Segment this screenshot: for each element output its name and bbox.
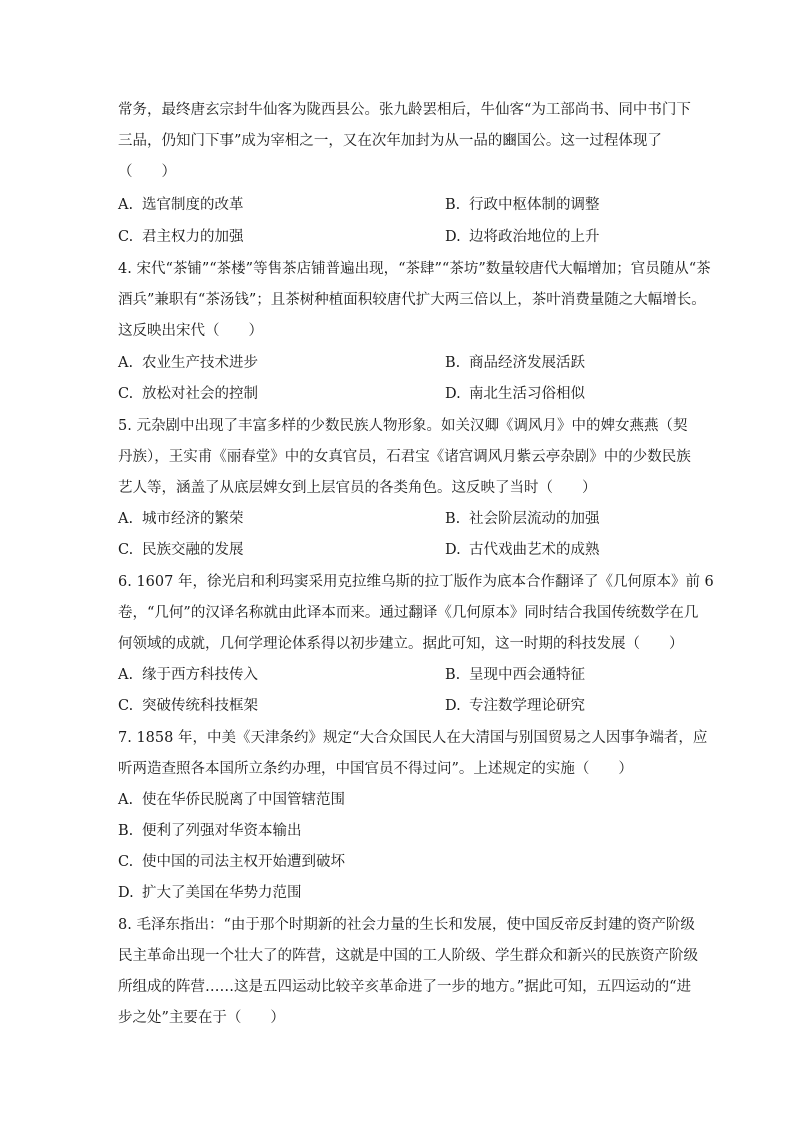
question-8-line: 民主革命出现一个壮大了的阵营，这就是中国的工人阶级、学生群众和新兴的民族资产阶级	[118, 948, 698, 964]
option-text: 使中国的司法主权开始遭到破坏	[142, 854, 345, 870]
option-a[interactable]	[118, 665, 258, 685]
option-key: D.	[445, 229, 461, 245]
option-text: 农业生产技术进步	[142, 355, 258, 371]
option-key: B.	[445, 511, 461, 527]
option-text: 突破传统科技框架	[142, 698, 258, 714]
option-key: A.	[118, 792, 134, 808]
option-text: 使在华侨民脱离了中国管辖范围	[142, 792, 345, 808]
option-b[interactable]	[118, 821, 302, 841]
option-c[interactable]	[118, 852, 345, 872]
option-text: 社会阶层流动的加强	[469, 511, 600, 527]
option-key: D.	[445, 698, 461, 714]
question-8-line: 步之处”主要在于（ ）	[118, 1010, 285, 1026]
question-5-line: 艺人等，涵盖了从底层婢女到上层官员的各类角色。这反映了当时（ ）	[118, 480, 597, 496]
option-a[interactable]	[118, 509, 244, 529]
option-key: C.	[118, 698, 134, 714]
question-7-line: 7. 1858 年，中美《天津条约》规定“大合众国民人在大清国与别国贸易之人因事争端者，应	[118, 730, 708, 746]
option-key: A.	[118, 197, 134, 213]
option-text: 南北生活习俗相似	[469, 386, 585, 402]
option-c[interactable]	[118, 384, 258, 404]
question-6-line: 卷，“几何”的汉译名称就由此译本而来。通过翻译《几何原本》同时结合我国传统数学在几	[118, 605, 699, 621]
option-key: C.	[118, 542, 134, 558]
option-text: 行政中枢体制的调整	[469, 197, 600, 213]
option-b[interactable]	[445, 195, 600, 215]
question-4-line: 4. 宋代“茶铺”“茶楼”等售茶店铺普遍出现，“茶肆”“茶坊”数量较唐代大幅增加；官员随从“茶	[118, 261, 711, 277]
option-text: 呈现中西会通特征	[469, 667, 585, 683]
question-5-line: 丹族），王实甫《丽春堂》中的女真官员，石君宝《诸宫调风月紫云亭杂剧》中的少数民族	[118, 449, 691, 465]
question-4-line: 这反映出宋代（ ）	[118, 323, 263, 339]
question-7-line: 听两造查照各本国所立条约办理，中国官员不得过问”。上述规定的实施（ ）	[118, 761, 633, 777]
option-b[interactable]	[445, 509, 600, 529]
option-d[interactable]	[445, 540, 600, 560]
option-text: 便利了列强对华资本输出	[142, 823, 302, 839]
option-key: A.	[118, 511, 134, 527]
question-8-line: 8. 毛泽东指出：“由于那个时期新的社会力量的生长和发展，使中国反帝反封建的资产阶级	[118, 917, 695, 933]
option-key: B.	[445, 667, 461, 683]
question-3-line: 三品，仍知门下事”成为宰相之一，又在次年加封为从一品的豳国公。这一过程体现了	[118, 133, 662, 149]
question-6-line: 何领域的成就，几何学理论体系得以初步建立。据此可知，这一时期的科技发展（ ）	[118, 636, 684, 652]
option-key: B.	[118, 823, 134, 839]
question-4-line: 酒兵”兼职有“茶汤钱”；且茶树种植面积较唐代扩大两三倍以上，茶叶消费量随之大幅增长。	[118, 292, 706, 308]
option-key: A.	[118, 667, 134, 683]
option-key: B.	[445, 355, 461, 371]
option-text: 专注数学理论研究	[469, 698, 585, 714]
option-text: 边将政治地位的上升	[469, 229, 600, 245]
question-5-line: 5. 元杂剧中出现了丰富多样的少数民族人物形象。如关汉卿《调风月》中的婢女燕燕（契	[118, 418, 688, 434]
option-text: 古代戏曲艺术的成熟	[469, 542, 600, 558]
option-text: 商品经济发展活跃	[469, 355, 585, 371]
option-key: D.	[118, 885, 134, 901]
question-6-line: 6. 1607 年，徐光启和利玛窦采用克拉维乌斯的拉丁版作为底本合作翻译了《几何原本》前 6	[118, 574, 714, 590]
option-b[interactable]	[445, 665, 585, 685]
option-key: C.	[118, 386, 134, 402]
option-key: D.	[445, 542, 461, 558]
option-text: 君主权力的加强	[142, 229, 244, 245]
option-text: 选官制度的改革	[142, 197, 244, 213]
option-d[interactable]	[445, 227, 600, 247]
option-c[interactable]	[118, 540, 244, 560]
option-a[interactable]	[118, 790, 345, 810]
option-text: 民族交融的发展	[142, 542, 244, 558]
option-d[interactable]	[445, 696, 585, 716]
question-8-line: 所组成的阵营……这是五四运动比较辛亥革命进了一步的地方。”据此可知，五四运动的“进	[118, 979, 692, 995]
option-c[interactable]	[118, 227, 244, 247]
option-d[interactable]	[118, 883, 302, 903]
option-b[interactable]	[445, 353, 585, 373]
option-key: D.	[445, 386, 461, 402]
option-text: 缘于西方科技传入	[142, 667, 258, 683]
option-d[interactable]	[445, 384, 585, 404]
option-text: 放松对社会的控制	[142, 386, 258, 402]
option-text: 扩大了美国在华势力范围	[142, 885, 302, 901]
option-a[interactable]	[118, 195, 244, 215]
option-key: C.	[118, 854, 134, 870]
option-text: 城市经济的繁荣	[142, 511, 244, 527]
option-key: B.	[445, 197, 461, 213]
option-a[interactable]	[118, 353, 258, 373]
question-3-line: （ ）	[118, 164, 176, 180]
option-c[interactable]	[118, 696, 258, 716]
option-key: C.	[118, 229, 134, 245]
option-key: A.	[118, 355, 134, 371]
question-3-line: 常务，最终唐玄宗封牛仙客为陇西县公。张九龄罢相后，牛仙客“为工部尚书、同中书门下	[118, 102, 691, 118]
